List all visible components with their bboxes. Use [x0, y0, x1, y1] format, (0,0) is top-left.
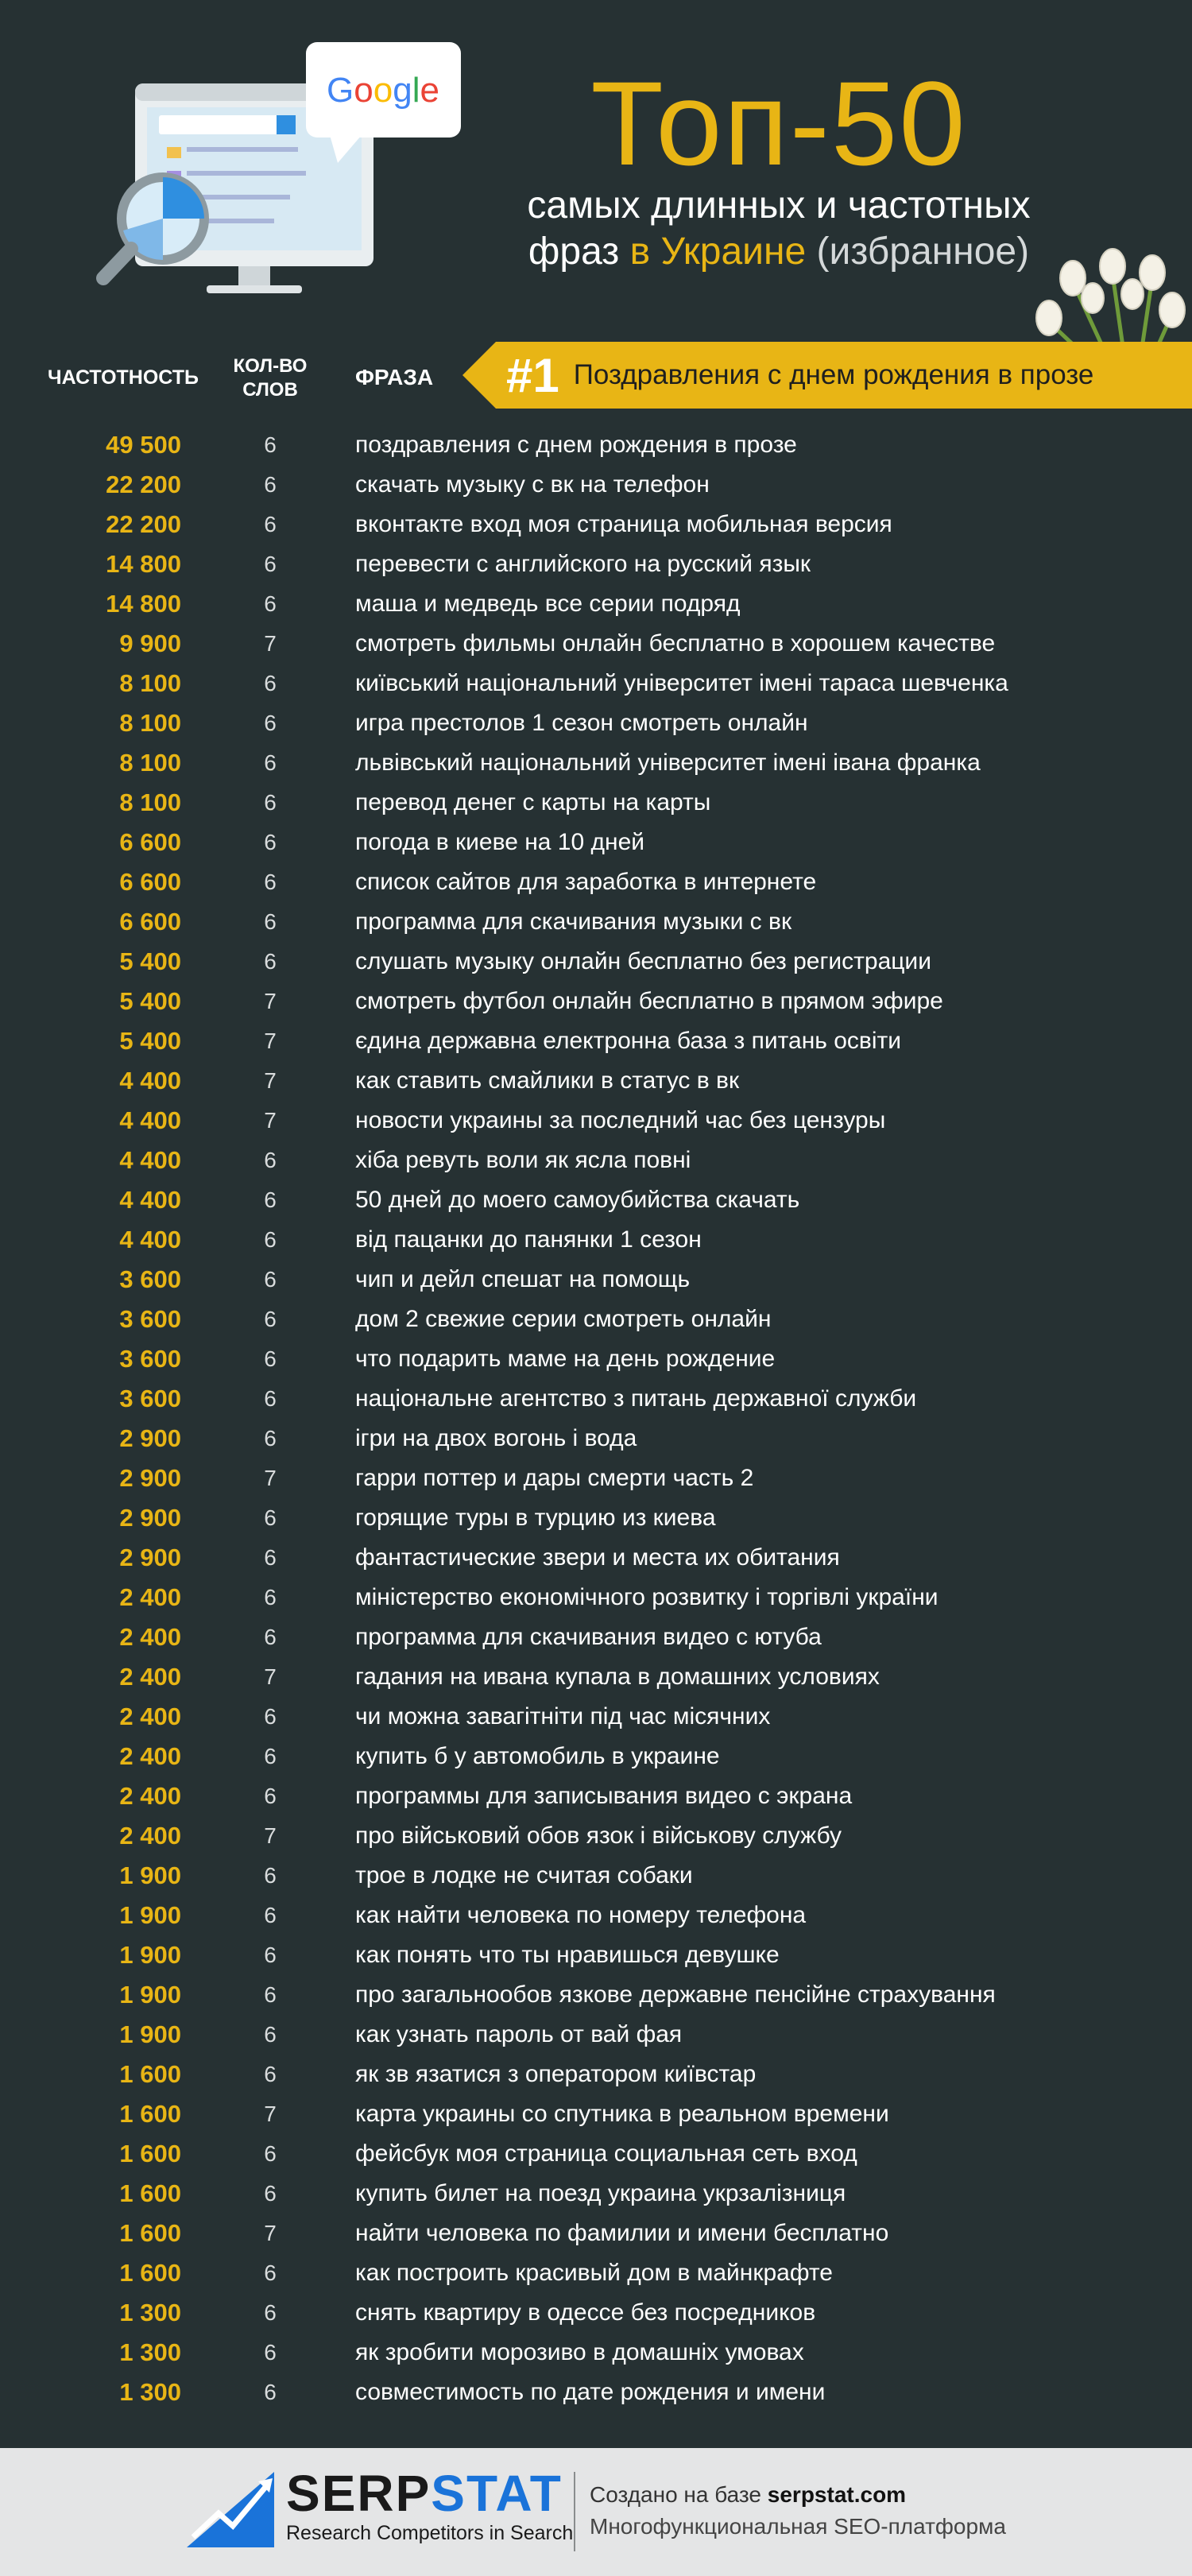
- row-word-count: 6: [264, 1426, 277, 1451]
- footer-created-prefix: Создано на базе: [590, 2482, 768, 2507]
- table-row: [0, 1419, 1192, 1458]
- row-frequency: 8 100: [119, 749, 181, 777]
- row-word-count: 6: [264, 1744, 277, 1768]
- table-row: [0, 982, 1192, 1021]
- row-word-count: 6: [264, 591, 277, 616]
- row-phrase: про військовий обов язок і військову службу: [355, 1823, 842, 1849]
- row-phrase: фантастические звери и места их обитания: [355, 1544, 840, 1571]
- row-phrase: купить б у автомобиль в украине: [355, 1743, 720, 1769]
- row-word-count: 7: [264, 1068, 277, 1093]
- row-phrase: программа для скачивания музыки с вк: [355, 908, 792, 935]
- table-row: [0, 1816, 1192, 1856]
- row-frequency: 6 600: [119, 868, 181, 896]
- footer-divider: [574, 2472, 575, 2551]
- search-computer-illustration: [87, 36, 469, 306]
- table-row: [0, 743, 1192, 783]
- row-word-count: 6: [264, 1625, 277, 1649]
- row-phrase: купить билет на поезд украина укрзалізниця: [355, 2180, 846, 2206]
- brand-stat: STAT: [431, 2465, 563, 2522]
- row-phrase: поздравления с днем рождения в прозе: [355, 432, 797, 458]
- table-row: [0, 1697, 1192, 1737]
- row-phrase: як зробити морозиво в домашніх умовах: [355, 2339, 804, 2365]
- row-phrase: дом 2 свежие серии смотреть онлайн: [355, 1306, 772, 1332]
- row-frequency: 3 600: [119, 1385, 181, 1412]
- top-phrase-text: Поздравления с днем рождения в прозе: [573, 359, 1094, 390]
- row-word-count: 7: [264, 2221, 277, 2245]
- row-phrase: міністерство економічного розвитку і торгівлі україни: [355, 1584, 939, 1610]
- table-row: [0, 2134, 1192, 2174]
- row-phrase: снять квартиру в одессе без посредников: [355, 2299, 816, 2326]
- row-word-count: 6: [264, 2181, 277, 2206]
- subtitle-accent: в Украине: [629, 230, 807, 273]
- row-frequency: 2 400: [119, 1583, 181, 1611]
- row-frequency: 6 600: [119, 828, 181, 856]
- row-phrase: карта украины со спутника в реальном времени: [355, 2101, 889, 2127]
- row-word-count: 6: [264, 432, 277, 457]
- table-row: [0, 1617, 1192, 1657]
- row-frequency: 4 400: [119, 1106, 181, 1134]
- row-word-count: 6: [264, 1982, 277, 2007]
- table-row: [0, 1776, 1192, 1816]
- table-row: [0, 1379, 1192, 1419]
- row-frequency: 2 400: [119, 1822, 181, 1850]
- table-row: [0, 2333, 1192, 2373]
- row-frequency: 2 400: [119, 1702, 181, 1730]
- row-frequency: 8 100: [119, 788, 181, 816]
- table-row: [0, 1538, 1192, 1578]
- table-row: [0, 584, 1192, 624]
- row-phrase: єдина державна електронна база з питань освіти: [355, 1028, 902, 1054]
- brand-serp: SERP: [286, 2465, 432, 2522]
- row-phrase: список сайтов для заработка в интернете: [355, 869, 817, 895]
- row-word-count: 6: [264, 1903, 277, 1927]
- row-frequency: 8 100: [119, 669, 181, 697]
- row-word-count: 6: [264, 2141, 277, 2166]
- row-word-count: 6: [264, 2260, 277, 2285]
- row-word-count: 6: [264, 2340, 277, 2365]
- row-frequency: 14 800: [106, 590, 181, 618]
- row-frequency: 22 200: [106, 471, 181, 498]
- row-phrase: игра престолов 1 сезон смотреть онлайн: [355, 710, 808, 736]
- row-frequency: 1 600: [119, 2100, 181, 2128]
- google-logo: Google: [327, 71, 439, 110]
- row-phrase: чи можна завагітніти під час місячних: [355, 1703, 771, 1730]
- row-word-count: 6: [264, 1585, 277, 1610]
- row-frequency: 9 900: [119, 629, 181, 657]
- row-phrase: чип и дейл спешат на помощь: [355, 1266, 691, 1292]
- row-phrase: как найти человека по номеру телефона: [355, 1902, 807, 1928]
- table-row: [0, 2253, 1192, 2293]
- row-frequency: 1 600: [119, 2219, 181, 2247]
- page-title: Топ-50: [590, 56, 967, 190]
- row-word-count: 6: [264, 909, 277, 934]
- row-word-count: 7: [264, 989, 277, 1013]
- table-row: [0, 1021, 1192, 1061]
- table-row: [0, 664, 1192, 703]
- row-frequency: 14 800: [106, 550, 181, 578]
- table-row: [0, 1657, 1192, 1697]
- row-word-count: 6: [264, 671, 277, 695]
- footer-site-link[interactable]: serpstat.com: [767, 2482, 907, 2507]
- row-word-count: 6: [264, 2062, 277, 2086]
- table-row: [0, 1975, 1192, 2015]
- row-word-count: 6: [264, 790, 277, 815]
- row-word-count: 6: [264, 1386, 277, 1411]
- row-frequency: 3 600: [119, 1305, 181, 1333]
- column-header-word-count-line1: КОЛ-ВО: [233, 355, 308, 377]
- table-row: [0, 1458, 1192, 1498]
- row-phrase: львівський національний університет імені івана франка: [355, 750, 981, 776]
- row-phrase: перевести с английского на русский язык: [355, 551, 811, 577]
- row-word-count: 6: [264, 750, 277, 775]
- table-row: [0, 1896, 1192, 1935]
- row-word-count: 7: [264, 631, 277, 656]
- row-word-count: 7: [264, 1664, 277, 1689]
- row-frequency: 4 400: [119, 1067, 181, 1094]
- table-row: [0, 1061, 1192, 1101]
- row-phrase: что подарить маме на день рождение: [355, 1346, 776, 1372]
- row-frequency: 3 600: [119, 1345, 181, 1373]
- row-phrase: программы для записывания видео с экрана: [355, 1783, 853, 1809]
- row-frequency: 2 900: [119, 1504, 181, 1532]
- table-row: [0, 505, 1192, 544]
- table-row: [0, 1737, 1192, 1776]
- row-frequency: 1 300: [119, 2338, 181, 2366]
- row-phrase: київський національний університет імені тараса шевченка: [355, 670, 1008, 696]
- row-phrase: від пацанки до панянки 1 сезон: [355, 1226, 702, 1253]
- subtitle-line-2: [477, 229, 1081, 275]
- table-row: [0, 942, 1192, 982]
- row-phrase: совместимость по дате рождения и имени: [355, 2379, 826, 2405]
- phrase-table: [0, 425, 1192, 2412]
- row-frequency: 2 900: [119, 1544, 181, 1571]
- row-word-count: 7: [264, 1108, 277, 1133]
- row-word-count: 7: [264, 1466, 277, 1490]
- row-word-count: 6: [264, 1267, 277, 1292]
- row-frequency: 49 500: [106, 431, 181, 459]
- row-frequency: 1 600: [119, 2179, 181, 2207]
- row-word-count: 6: [264, 1784, 277, 1808]
- row-word-count: 6: [264, 1346, 277, 1371]
- row-phrase: слушать музыку онлайн бесплатно без регистрации: [355, 948, 931, 974]
- row-phrase: фейсбук моя страница социальная сеть вход: [355, 2140, 857, 2167]
- row-word-count: 6: [264, 1187, 277, 1212]
- table-row: [0, 1141, 1192, 1180]
- row-word-count: 6: [264, 711, 277, 735]
- row-phrase: про загальнообов язкове державне пенсійне страхування: [355, 1981, 996, 2008]
- row-phrase: смотреть футбол онлайн бесплатно в прямом эфире: [355, 988, 943, 1014]
- footer: [0, 2448, 1192, 2576]
- row-word-count: 7: [264, 1823, 277, 1848]
- row-frequency: 2 400: [119, 1782, 181, 1810]
- table-row: [0, 1300, 1192, 1339]
- row-phrase: вконтакте вход моя страница мобильная версия: [355, 511, 892, 537]
- row-word-count: 6: [264, 1227, 277, 1252]
- table-row: [0, 2094, 1192, 2134]
- row-phrase: горящие туры в турцию из киева: [355, 1505, 716, 1531]
- row-word-count: 6: [264, 472, 277, 497]
- row-word-count: 6: [264, 1148, 277, 1172]
- row-word-count: 6: [264, 1943, 277, 1967]
- row-frequency: 4 400: [119, 1186, 181, 1214]
- row-phrase: як зв язатися з оператором київстар: [355, 2061, 757, 2087]
- row-word-count: 6: [264, 1704, 277, 1729]
- row-word-count: 6: [264, 949, 277, 974]
- row-frequency: 1 900: [119, 1861, 181, 1889]
- table-row: [0, 2174, 1192, 2214]
- row-frequency: 8 100: [119, 709, 181, 737]
- row-frequency: 4 400: [119, 1146, 181, 1174]
- row-frequency: 2 900: [119, 1464, 181, 1492]
- row-frequency: 1 600: [119, 2259, 181, 2287]
- row-phrase: гарри поттер и дары смерти часть 2: [355, 1465, 754, 1491]
- row-frequency: 2 400: [119, 1663, 181, 1691]
- footer-created-line: [590, 2481, 906, 2508]
- brand-tagline: Research Competitors in Search: [286, 2522, 574, 2544]
- column-header-word-count: [230, 354, 310, 402]
- row-frequency: 5 400: [119, 1027, 181, 1055]
- row-frequency: 1 600: [119, 2140, 181, 2167]
- row-frequency: 22 200: [106, 510, 181, 538]
- row-frequency: 6 600: [119, 908, 181, 935]
- row-phrase: как узнать пароль от вай фая: [355, 2021, 683, 2047]
- row-frequency: 1 300: [119, 2299, 181, 2326]
- row-word-count: 6: [264, 2022, 277, 2047]
- table-row: [0, 624, 1192, 664]
- row-phrase: скачать музыку с вк на телефон: [355, 471, 710, 498]
- table-row: [0, 1220, 1192, 1260]
- column-header-frequency: ЧАСТОТНОСТЬ: [48, 366, 199, 389]
- table-row: [0, 1180, 1192, 1220]
- row-frequency: 1 600: [119, 2060, 181, 2088]
- row-frequency: 1 900: [119, 1901, 181, 1929]
- top-phrase-label: [506, 342, 1093, 409]
- row-word-count: 6: [264, 1307, 277, 1331]
- row-phrase: хіба ревуть воли як ясла повні: [355, 1147, 691, 1173]
- row-word-count: 6: [264, 552, 277, 576]
- row-word-count: 6: [264, 1545, 277, 1570]
- row-phrase: трое в лодке не считая собаки: [355, 1862, 693, 1888]
- row-word-count: 6: [264, 870, 277, 894]
- serpstat-logo-icon: [187, 2472, 274, 2547]
- subtitle-start: фраз: [528, 230, 630, 273]
- row-frequency: 2 400: [119, 1742, 181, 1770]
- row-frequency: 3 600: [119, 1265, 181, 1293]
- row-frequency: 1 900: [119, 2020, 181, 2048]
- row-frequency: 5 400: [119, 987, 181, 1015]
- row-phrase: погода в киеве на 10 дней: [355, 829, 645, 855]
- title-block: [477, 56, 1081, 275]
- footer-description: Многофункциональная SEO-платформа: [590, 2514, 1006, 2539]
- row-word-count: 6: [264, 512, 277, 537]
- row-frequency: 4 400: [119, 1226, 181, 1253]
- column-header-phrase: ФРАЗА: [355, 365, 434, 389]
- table-row: [0, 862, 1192, 902]
- row-frequency: 1 300: [119, 2378, 181, 2406]
- row-phrase: программа для скачивания видео с ютуба: [355, 1624, 822, 1650]
- row-word-count: 6: [264, 2300, 277, 2325]
- row-phrase: перевод денег с карты на карты: [355, 789, 711, 815]
- top-phrase-rank: #1: [506, 348, 559, 402]
- row-phrase: как ставить смайлики в статус в вк: [355, 1067, 740, 1094]
- row-frequency: 1 900: [119, 1981, 181, 2009]
- table-row: [0, 783, 1192, 823]
- row-word-count: 6: [264, 830, 277, 854]
- row-word-count: 7: [264, 1028, 277, 1053]
- row-frequency: 2 900: [119, 1424, 181, 1452]
- row-phrase: как построить красивый дом в майнкрафте: [355, 2260, 833, 2286]
- subtitle-end: (избранное): [806, 230, 1030, 273]
- table-row: [0, 1260, 1192, 1300]
- table-row: [0, 2055, 1192, 2094]
- table-row: [0, 2214, 1192, 2253]
- row-phrase: смотреть фильмы онлайн бесплатно в хорошем качестве: [355, 630, 996, 657]
- table-row: [0, 823, 1192, 862]
- subtitle-line-1: самых длинных и частотных: [527, 184, 1031, 227]
- table-row: [0, 2373, 1192, 2412]
- row-word-count: 7: [264, 2101, 277, 2126]
- row-phrase: гадания на ивана купала в домашних условиях: [355, 1664, 880, 1690]
- table-row: [0, 425, 1192, 465]
- row-word-count: 6: [264, 1863, 277, 1888]
- row-frequency: 2 400: [119, 1623, 181, 1651]
- table-row: [0, 1935, 1192, 1975]
- row-phrase: 50 дней до моего самоубийства скачать: [355, 1187, 800, 1213]
- table-row: [0, 703, 1192, 743]
- table-row: [0, 465, 1192, 505]
- row-phrase: маша и медведь все серии подряд: [355, 591, 741, 617]
- row-frequency: 5 400: [119, 947, 181, 975]
- row-phrase: ігри на двох вогонь і вода: [355, 1425, 637, 1451]
- table-row: [0, 2015, 1192, 2055]
- column-header-word-count-line2: СЛОВ: [242, 379, 298, 401]
- table-row: [0, 1856, 1192, 1896]
- table-row: [0, 544, 1192, 584]
- row-phrase: найти человека по фамилии и имени бесплатно: [355, 2220, 889, 2246]
- row-phrase: національне агентство з питань державної служби: [355, 1385, 917, 1412]
- row-word-count: 6: [264, 2380, 277, 2404]
- table-row: [0, 1339, 1192, 1379]
- serpstat-brand: [286, 2465, 563, 2522]
- row-frequency: 1 900: [119, 1941, 181, 1969]
- table-row: [0, 1578, 1192, 1617]
- row-phrase: новости украины за последний час без цензуры: [355, 1107, 886, 1133]
- table-row: [0, 1101, 1192, 1141]
- table-row: [0, 2293, 1192, 2333]
- hero-header: [0, 0, 1192, 334]
- table-row: [0, 902, 1192, 942]
- row-word-count: 6: [264, 1505, 277, 1530]
- row-phrase: как понять что ты нравишься девушке: [355, 1942, 780, 1968]
- table-row: [0, 1498, 1192, 1538]
